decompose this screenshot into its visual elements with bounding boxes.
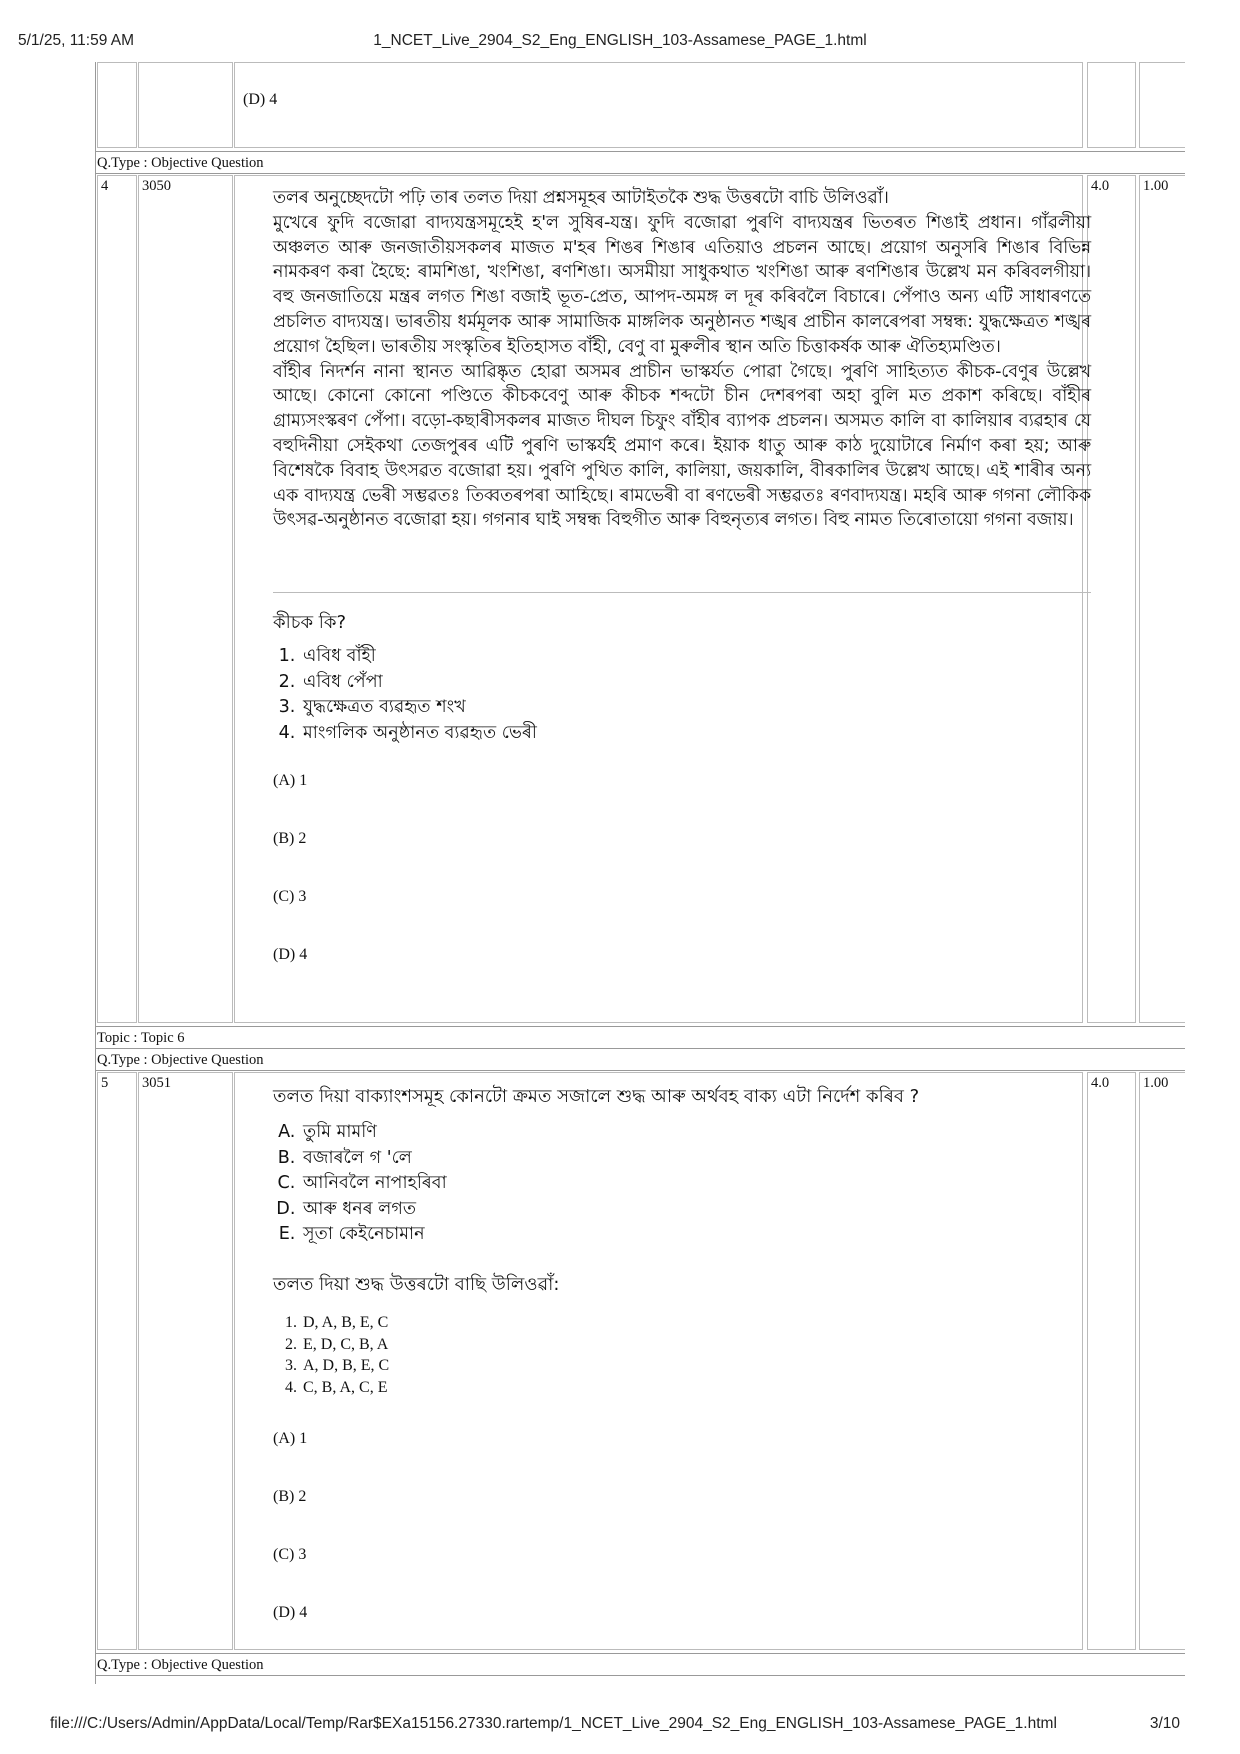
option-item: 3. A, D, B, E, C	[301, 1355, 389, 1377]
prev-neg-cell	[1139, 62, 1185, 148]
row-divider	[95, 173, 1185, 174]
choice-c[interactable]: (C) 3	[273, 1546, 307, 1563]
option-item: 2. এবিধ পেঁপা	[301, 670, 537, 696]
print-datetime: 5/1/25, 11:59 AM	[18, 32, 135, 49]
qtype-label: Q.Type : Objective Question	[97, 1052, 264, 1068]
reading-passage	[273, 186, 1091, 533]
border-line	[95, 62, 96, 1684]
choice-a[interactable]: (A) 1	[273, 772, 308, 789]
row-divider	[95, 1653, 1185, 1654]
choice-a[interactable]: (A) 1	[273, 1430, 308, 1447]
phrase-item: A. তুমি মামণি	[301, 1120, 447, 1146]
question-id: 3050	[142, 178, 171, 194]
option-item: 4. C, B, A, C, E	[301, 1377, 389, 1399]
option-item: 3. যুদ্ধক্ষেত্ৰত ব্যৱহৃত শংখ	[301, 695, 537, 721]
q4-num-cell	[97, 175, 137, 1023]
print-page-number: 3/10	[1149, 1715, 1180, 1732]
prev-marks-cell	[1087, 62, 1136, 148]
marks: 4.0	[1091, 178, 1110, 194]
negative-marks: 1.00	[1143, 178, 1169, 194]
choice-d[interactable]: (D) 4	[273, 946, 308, 963]
option-item: 4. মাংগলিক অনুষ্ঠানত ব্যৱহৃত ভেৰী	[301, 721, 537, 747]
question-number: 5	[101, 1075, 109, 1091]
q5-id-cell	[138, 1072, 233, 1650]
phrase-item: E. সূতা কেইনেচামান	[301, 1222, 447, 1248]
phrase-item: B. বজাৰলৈ গ 'লে	[301, 1146, 447, 1172]
option-item: 1. D, A, B, E, C	[301, 1312, 389, 1334]
instruction-text: তলত দিয়া শুদ্ধ উত্তৰটো বাছি উলিওৱাঁ:	[273, 1274, 560, 1295]
q4-marks-cell	[1087, 175, 1136, 1023]
question-id: 3051	[142, 1075, 171, 1091]
phrase-item: D. আৰু ধনৰ লগত	[301, 1197, 447, 1223]
row-divider	[95, 1675, 1185, 1676]
negative-marks: 1.00	[1143, 1075, 1169, 1091]
question-text: কীচক কি?	[273, 612, 347, 633]
prev-body-cell	[234, 62, 1083, 148]
question-text: তলত দিয়া বাক্যাংশসমূহ কোনটো ক্ৰমত সজালে শুদ্ধ আৰু অৰ্থবহ বাক্য এটা নিৰ্দেশ কৰিব ?	[273, 1086, 920, 1107]
passage-paragraph-2: বাঁহীৰ নিদৰ্শন নানা স্থানত আৱিষ্কৃত হোৱা অসমৰ প্ৰাচীন ভাস্কৰ্যত পোৱা গৈছে। পুৰণি সাহিত্যত কীচক-বেণুৰ উল্লেখ আছে। কোনো কোনো পণ্ডিতে কীচকবেণু আৰু কীচক শব্দটো চীন দেশৰপৰা অহা বুলি মত প্ৰকাশ কৰিছে। বাঁহীৰ গ্ৰাম্যসংস্কৰণ পেঁপা। বড়ো-কছাৰীসকলৰ মাজত দীঘল চিফুং বাঁহীৰ ব্যাপক প্ৰচলন। অসমত কালি বা কালিয়াৰ ব্যৱহাৰ যে বহুদিনীয়া সেইকথা তেজপুৰৰ এটি পুৰণি ভাস্কৰ্যই প্ৰমাণ কৰে। ইয়াক ধাতু আৰু কাঠ দুয়োটাৰে নিৰ্মাণ কৰা হয়; আৰু বিশেষকৈ বিবাহ উৎসৱত বজোৱা হয়। পুৰণি পুথিত কালি, কালিয়া, জয়কালি, বীৰকালিৰ উল্লেখ আছে। এই শাৰীৰ অন্য এক বাদ্যযন্ত্ৰ ভেৰী সম্ভৱতঃ তিব্বতৰপৰা আহিছে। ৰামভেৰী বা ৰণভেৰী সম্ভৱতঃ ৰণবাদ্যযন্ত্ৰ। মহৰি আৰু গগনা লৌকিক উৎসৱ-অনুষ্ঠানত বজোৱা হয়। গগনাৰ ঘাই সম্বন্ধ বিহুগীত আৰু বিহুনৃত্যৰ লগত। বিহু নামত তিৰোতায়ো গগনা বজায়।	[273, 361, 1091, 531]
prev-choice-d: (D) 4	[243, 91, 278, 108]
print-file-path: file:///C:/Users/Admin/AppData/Local/Temp/Rar$EXa15156.27330.rartemp/1_NCET_Live_2904_S2_Eng_ENGLISH_103-Assamese_PAGE_1.html	[50, 1715, 1057, 1732]
prev-id-cell	[138, 62, 233, 148]
passage-instruction: তলৰ অনুচ্ছেদটো পঢ়ি তাৰ তলত দিয়া প্ৰশ্নসমূহৰ আটাইতকৈ শুদ্ধ উত্তৰটো বাচি উলিওৱাঁ।	[273, 188, 889, 208]
question-sheet	[95, 62, 1185, 1684]
choice-d[interactable]: (D) 4	[273, 1604, 308, 1621]
qtype-label: Q.Type : Objective Question	[97, 1657, 264, 1673]
phrase-item: C. আনিবলৈ নাপাহৰিবা	[301, 1171, 447, 1197]
prev-num-cell	[97, 62, 137, 148]
phrase-list	[273, 1120, 447, 1248]
print-file-title: 1_NCET_Live_2904_S2_Eng_ENGLISH_103-Assamese_PAGE_1.html	[373, 32, 867, 49]
passage-divider	[273, 592, 1091, 593]
option-item: 2. E, D, C, B, A	[301, 1334, 389, 1356]
row-divider	[95, 1070, 1185, 1071]
option-item: 1. এবিধ বাঁহী	[301, 644, 537, 670]
row-divider	[95, 1048, 1185, 1049]
q4-id-cell	[138, 175, 233, 1023]
row-divider	[95, 1026, 1185, 1027]
topic-label: Topic : Topic 6	[97, 1030, 185, 1046]
choice-b[interactable]: (B) 2	[273, 1488, 307, 1505]
choice-b[interactable]: (B) 2	[273, 830, 307, 847]
passage-paragraph-1: মুখেৰে ফুদি বজোৱা বাদ্যযন্ত্ৰসমূহেই হ'ল সুষিৰ-যন্ত্ৰ। ফুদি বজোৱা পুৰণি বাদ্যযন্ত্ৰৰ ভিতৰত শিঙাই প্ৰধান। গাঁৱলীয়া অঞ্চলত আৰু জনজাতীয়সকলৰ মাজত ম'হৰ শিঙৰ শিঙাৰ এতিয়াও প্ৰচলন আছে। প্ৰয়োগ অনুসৰি শিঙাৰ বিভিন্ন নামকৰণ কৰা হৈছে: ৰামশিঙা, খংশিঙা, ৰণশিঙা। অসমীয়া সাধুকথাত খংশিঙা আৰু ৰণশিঙাৰ উল্লেখ মন কৰিবলগীয়া। বহু জনজাতিয়ে মন্ত্ৰৰ লগত শিঙা বজাই ভূত-প্ৰেত, আপদ-অমঙ্গ ল দূৰ কৰিবলৈ বিচাৰে। পেঁপাও অন্য এটি সাধাৰণতে প্ৰচলিত বাদ্যযন্ত্ৰ। ভাৰতীয় ধৰ্মমূলক আৰু সামাজিক মাঙ্গলিক অনুষ্ঠানত শঙ্খৰ প্ৰাচীন কালৰেপৰা সম্বন্ধ: যুদ্ধক্ষেত্ৰত শঙ্খৰ প্ৰয়োগ হৈছিল। ভাৰতীয় সংস্কৃতিৰ ইতিহাসত বাঁহী, বেণু বা মুৰুলীৰ স্থান অতি চিত্তাকৰ্ষক আৰু ঐতিহ্যমণ্ডিত।	[273, 212, 1091, 357]
q5-marks-cell	[1087, 1072, 1136, 1650]
qtype-label: Q.Type : Objective Question	[97, 155, 264, 171]
q4-neg-cell	[1139, 175, 1185, 1023]
q5-num-cell	[97, 1072, 137, 1650]
choice-c[interactable]: (C) 3	[273, 888, 307, 905]
option-list	[273, 1312, 389, 1398]
row-divider	[95, 151, 1185, 152]
question-number: 4	[101, 178, 109, 194]
q5-neg-cell	[1139, 1072, 1185, 1650]
marks: 4.0	[1091, 1075, 1110, 1091]
option-list	[273, 644, 537, 746]
